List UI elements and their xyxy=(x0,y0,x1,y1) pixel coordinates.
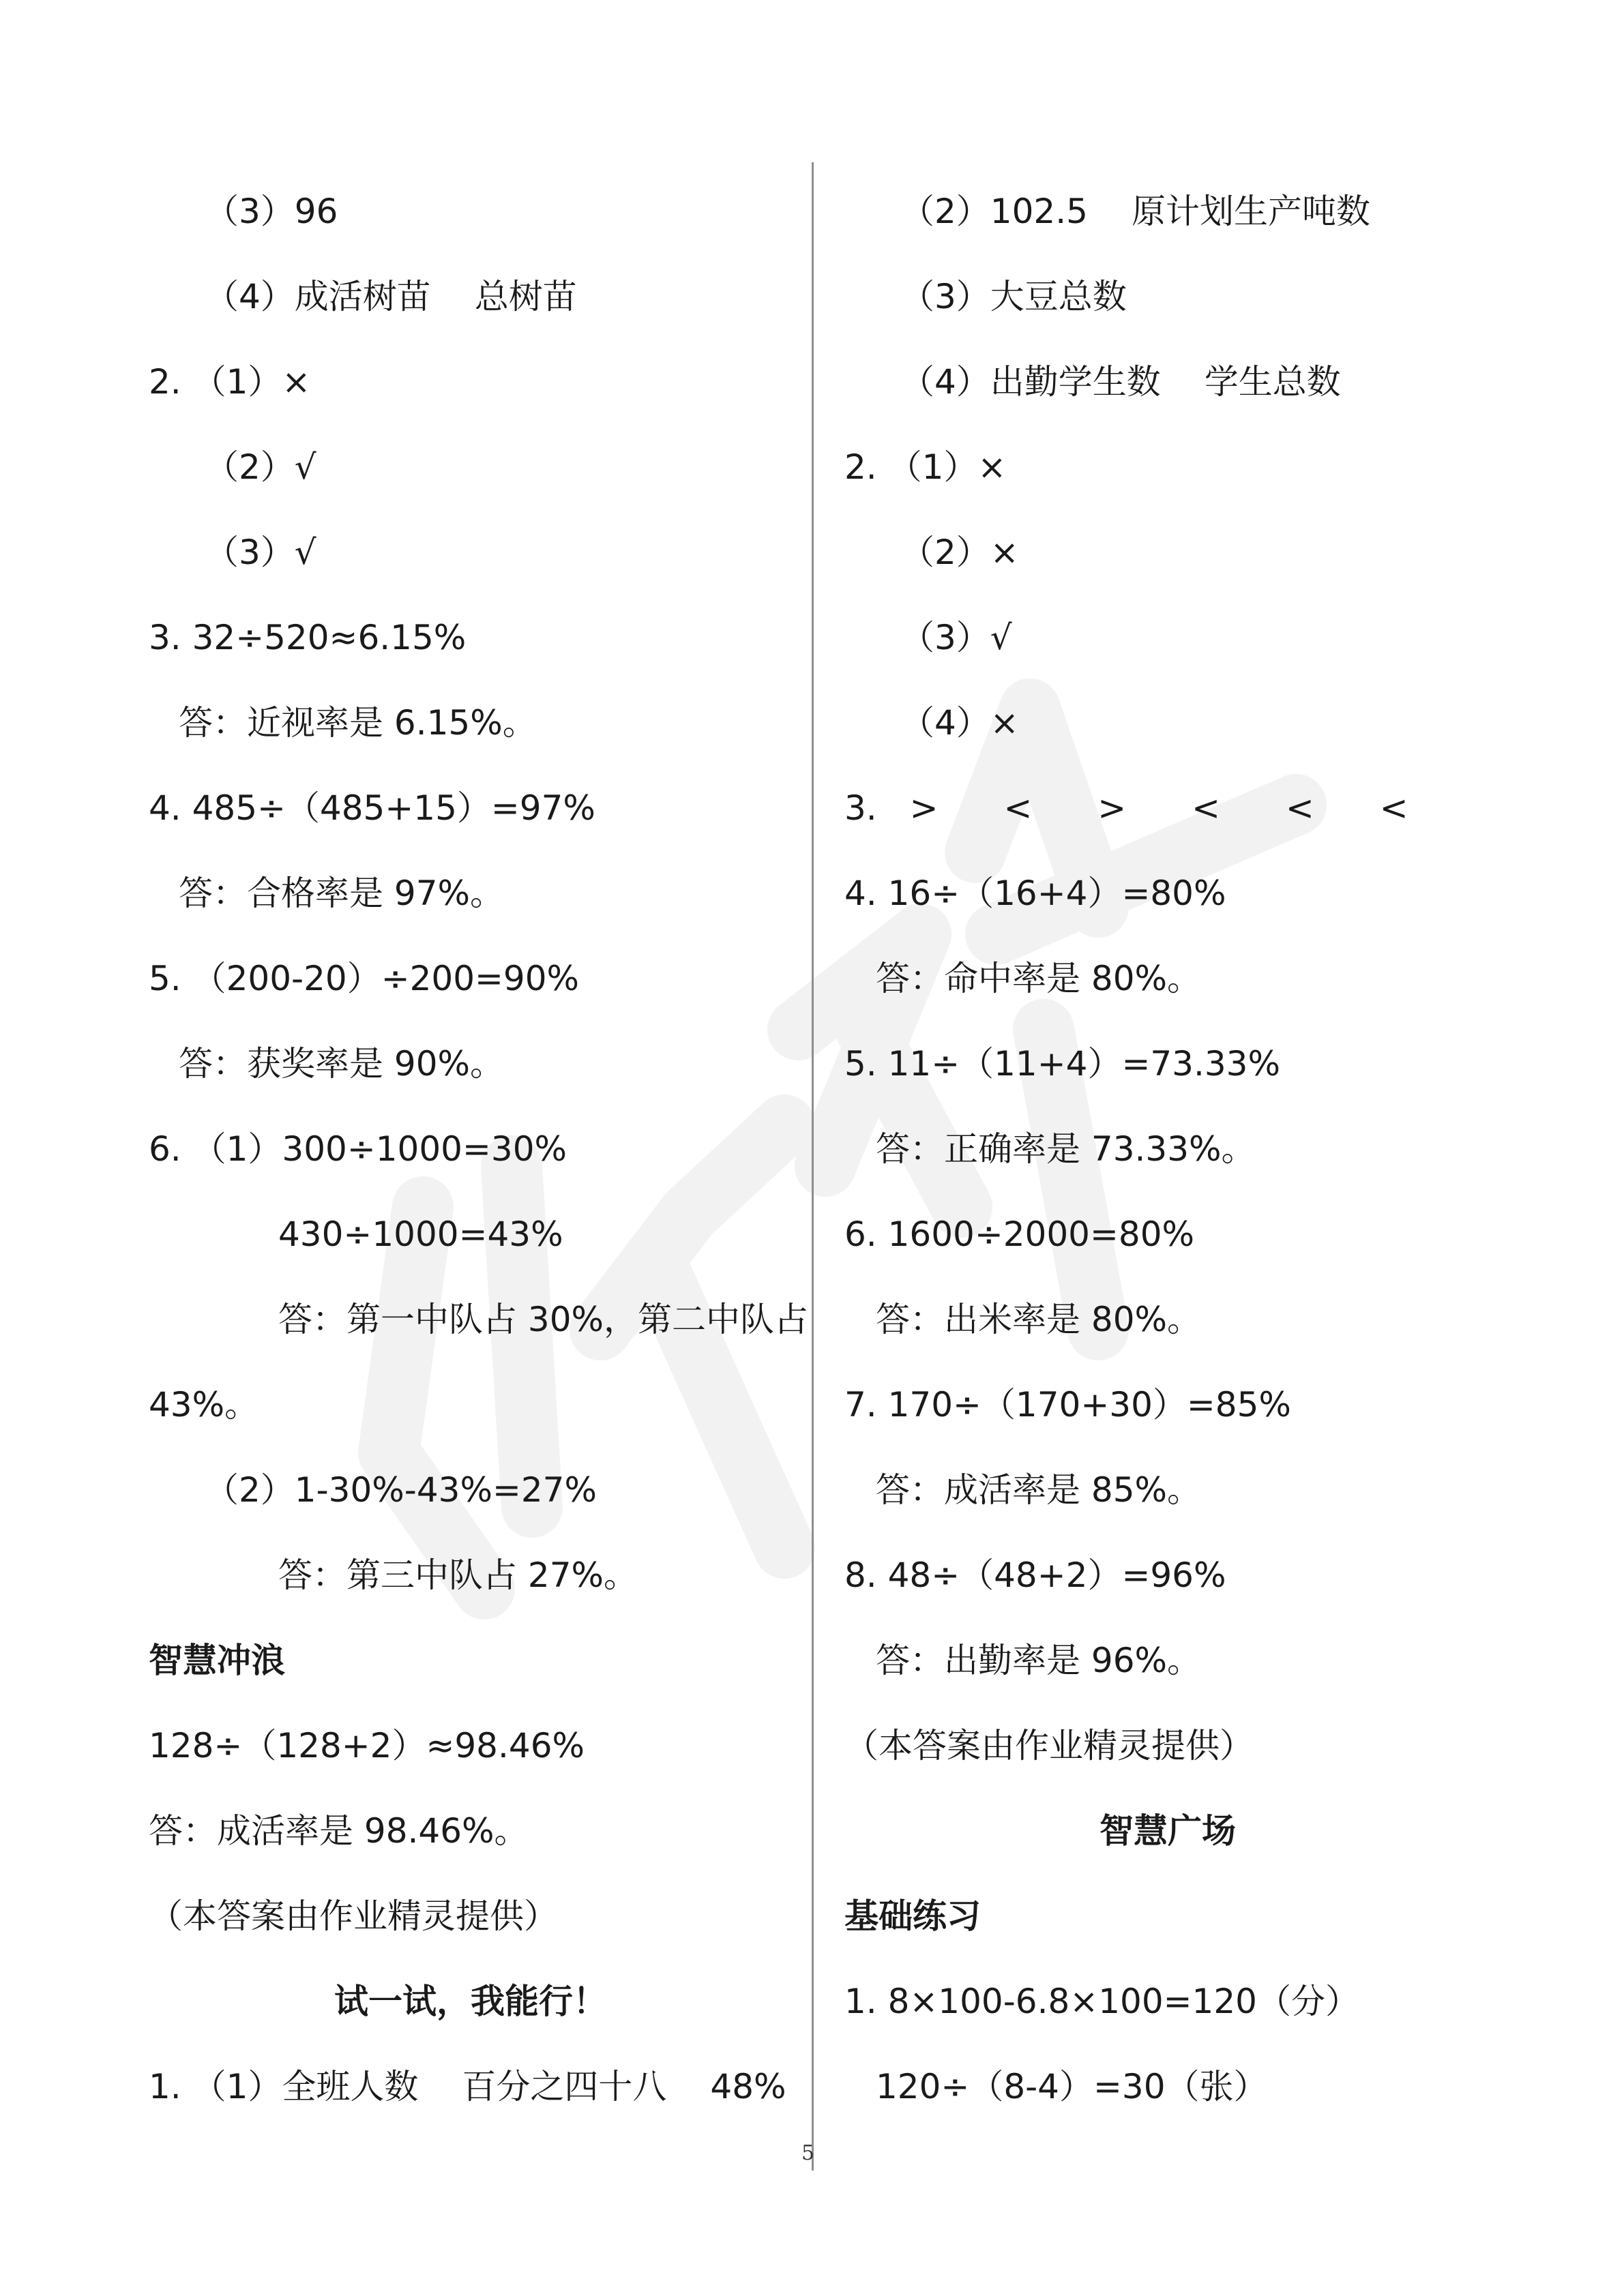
answer-line: 5. （200-20）÷200=90% xyxy=(149,959,580,998)
comparison-line: 3. > < > < < < xyxy=(844,788,1408,828)
answer-line: 5. 11÷（11+4）=73.33% xyxy=(844,1044,1280,1084)
answer-line: 7. 170÷（170+30）=85% xyxy=(844,1385,1291,1425)
answer-line: 4. 16÷（16+4）=80% xyxy=(844,874,1226,913)
answer-line: 答：正确率是 73.33%。 xyxy=(876,1129,1256,1169)
answer-line: 43%。 xyxy=(149,1385,259,1425)
answer-line: 答：成活率是 85%。 xyxy=(876,1470,1202,1510)
answer-line: （4）成活树苗 总树苗 xyxy=(205,277,577,316)
section-heading: 智慧冲浪 xyxy=(149,1641,285,1680)
answer-line: （3）√ xyxy=(900,618,1012,657)
answer-line: （2）× xyxy=(900,533,1019,572)
answer-line: 答：第一中队占 30%，第二中队占 xyxy=(278,1300,809,1339)
answer-line: 3. 32÷520≈6.15% xyxy=(149,618,467,657)
answer-line: 答：获奖率是 90%。 xyxy=(179,1044,505,1084)
answer-line: 6. （1）300÷1000=30% xyxy=(149,1129,567,1169)
answer-line: （2）1-30%-43%=27% xyxy=(205,1470,597,1510)
answer-line: （3）√ xyxy=(205,533,316,572)
answer-line: 120÷（8-4）=30（张） xyxy=(876,2067,1268,2106)
answer-line: （2）102.5 原计划生产吨数 xyxy=(900,192,1370,231)
section-heading: 智慧广场 xyxy=(1099,1811,1236,1851)
answer-line: 4. 485÷（485+15）=97% xyxy=(149,788,595,828)
answer-line: 1. 8×100-6.8×100=120（分） xyxy=(844,1982,1359,2021)
answer-line: 答：合格率是 97%。 xyxy=(179,874,505,913)
answer-line: 2. （1）× xyxy=(149,362,311,402)
answer-line: 答：命中率是 80%。 xyxy=(876,959,1202,998)
column-divider xyxy=(812,162,814,2171)
section-heading: 基础练习 xyxy=(844,1896,981,1936)
answer-line: 6. 1600÷2000=80% xyxy=(844,1214,1195,1254)
answer-line: 8. 48÷（48+2）=96% xyxy=(844,1555,1226,1595)
answer-line: 答：出米率是 80%。 xyxy=(876,1300,1202,1339)
credit-note: （本答案由作业精灵提供） xyxy=(844,1726,1254,1765)
answer-line: （3）96 xyxy=(205,192,338,231)
answer-line: （4）出勤学生数 学生总数 xyxy=(900,362,1341,402)
answer-line: （4）× xyxy=(900,703,1019,743)
credit-note: （本答案由作业精灵提供） xyxy=(149,1896,558,1936)
page-number: 5 xyxy=(801,2141,815,2165)
answer-line: 2. （1）× xyxy=(844,447,1007,487)
answer-line: 430÷1000=43% xyxy=(278,1214,563,1254)
answer-line: 答：第三中队占 27%。 xyxy=(278,1555,638,1595)
answer-line: 1. （1）全班人数 百分之四十八 48% xyxy=(149,2067,786,2106)
answer-line: 128÷（128+2）≈98.46% xyxy=(149,1726,585,1765)
section-heading: 试一试，我能行！ xyxy=(334,1982,607,2021)
answer-line: 答：出勤率是 96%。 xyxy=(876,1641,1202,1680)
answer-line: （3）大豆总数 xyxy=(900,277,1127,316)
answer-line: 答：近视率是 6.15%。 xyxy=(179,703,537,743)
answer-line: 答：成活率是 98.46%。 xyxy=(149,1811,529,1851)
answer-line: （2）√ xyxy=(205,447,316,487)
